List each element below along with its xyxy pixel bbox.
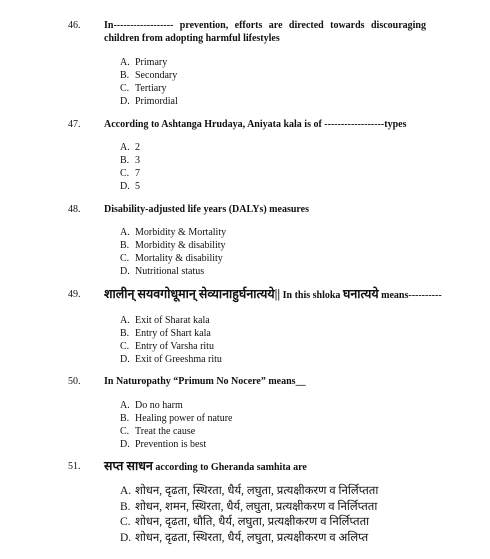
- shloka-word: घनात्यये: [342, 287, 379, 301]
- question-number: 51.: [68, 461, 81, 472]
- option-b: B. शोधन, शमन, स्थिरता, धैर्य, लघुता, प्रत्यक्षीकरण व निर्लिप्तता: [120, 500, 378, 513]
- option-d: D. 5: [120, 181, 140, 192]
- options-list: [120, 56, 178, 108]
- question-number: 46.: [68, 20, 81, 31]
- option-a: A. Morbidity & Mortality: [120, 227, 227, 238]
- option-a: A. 2: [120, 142, 140, 153]
- option-d: D. Prevention is best: [120, 439, 207, 450]
- option-a: A. Do no harm: [120, 400, 183, 411]
- options-list: [120, 484, 378, 546]
- option-c: C. 7: [120, 168, 140, 179]
- question-text-rest: according to Gheranda samhita are: [152, 462, 307, 473]
- option-b: B. Healing power of nature: [120, 413, 233, 424]
- options-list: [120, 141, 140, 193]
- option-c: C. शोधन, दृढता, धौति, धैर्य, लघुता, प्रत्यक्षीकरण व निर्लिप्तता: [120, 516, 370, 528]
- option-c: C. Mortality & disability: [120, 253, 223, 264]
- question-number: 47.: [68, 119, 81, 130]
- question-text: In------------------ prevention, efforts are directed towards discouraging children from adopting harmful lifestyles: [104, 20, 426, 44]
- option-b: B. Secondary: [120, 70, 178, 81]
- option-d: D. शोधन, दृढता, स्थिरता, धैर्य, लघुता, प्रत्यक्षीकरण व अलिप्त: [120, 531, 369, 544]
- sapta-sadhana-term: सप्त साधन: [104, 459, 153, 473]
- option-c: C. Tertiary: [120, 83, 167, 94]
- options-list: [120, 226, 226, 278]
- question-text: [104, 460, 426, 474]
- question-number: 49.: [68, 289, 81, 300]
- option-a: A. Primary: [120, 57, 168, 68]
- option-b: B. Morbidity & disability: [120, 240, 226, 251]
- question-text: Disability-adjusted life years (DALYs) measures: [104, 204, 309, 215]
- option-d: D. Exit of Greeshma ritu: [120, 354, 222, 365]
- question-text-middle: In this shloka: [280, 290, 343, 301]
- question-text: In Naturopathy “Primum No Nocere” means__: [104, 376, 306, 387]
- options-list: [120, 314, 222, 366]
- option-b: B. 3: [120, 155, 140, 166]
- option-d: D. Primordial: [120, 96, 178, 107]
- question-number: 50.: [68, 376, 81, 387]
- question-text-end: means----------: [378, 290, 442, 301]
- question-number: 48.: [68, 204, 81, 215]
- option-c: C. Treat the cause: [120, 426, 196, 437]
- question-text: [104, 288, 444, 302]
- option-a: A. Exit of Sharat kala: [120, 315, 210, 326]
- option-a: A. शोधन, दृढता, स्थिरता, धैर्य, लघुता, प्रत्यक्षीकरण व निर्लिप्तता: [120, 485, 379, 497]
- shloka-text: शालीन् सयवगोधूमान् सेव्यानाहुर्घनात्यये||: [104, 287, 281, 301]
- question-text: According to Ashtanga Hrudaya, Aniyata kala is of ------------------types: [104, 119, 407, 130]
- option-c: C. Entry of Varsha ritu: [120, 341, 214, 352]
- option-b: B. Entry of Shart kala: [120, 328, 211, 339]
- option-d: D. Nutritional status: [120, 266, 205, 277]
- options-list: [120, 399, 232, 451]
